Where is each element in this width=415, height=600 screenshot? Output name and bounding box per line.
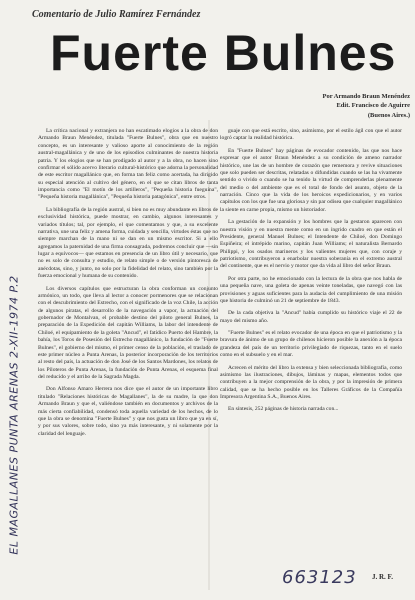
author-signature: J. R. F. <box>372 573 393 581</box>
paragraph: La crítica nacional y extranjera no han escatimado elogios a la obra de don Armando Braun Menéndez, titulada "Fuerte Bulnes", obra que en nuestro concepto, es un interesante y valioso aporte al conocimiento de la región austral-magallánica y de uno de los episodios culminantes de nuestra historia patria. Y los elogios que se han prodigado al autor y a la obra, no hacen sino confirmar el sólido acervo literario cultural-histórico que adorna la personalidad de este escritor magallánico que, en forma tan feliz como acertada, ha dirigido su especial atención al cultivo del género, en el que se citan libros de tanta importancia como "El motín de los artilleros", "Pequeña historia fueguina", "Pequeña historia magallánica", "Pequeña historia patagónica", entre otros. <box>38 128 218 201</box>
paragraph: La gestación de la expansión y los hombres que la gestaron aparecen con nuestra visión y en nuestra mente como en un íngrido cuadro en que están el Presidente, general Manuel Bulnes; el Intendente de Chiloé, don Domingo Espiñeira; el intrépido marino, capitán Juan Williams; el naturalista Bernardo Philippi, y los osados marineros y los valientes mujeres que, con coraje y patriotismo, contribuyeron a enarbolar nuestra soberanía en el extremo austral del continente, que es el nervio y motor que da vida al libro del señor Braun. <box>220 219 402 270</box>
byline-author: Por Armando Braun Menéndez <box>322 93 410 100</box>
byline-publisher: Edit. Francisco de Aguirre <box>336 102 410 110</box>
paragraph: Acrecen el mérito del libro la extensa y bien seleccionada bibliografía, como asimismo las ilustraciones, dibujos, láminas y mapas, elementos todos que contribuyen a la mejor comprensión de la obra, y por la impresión de primera calidad, que se ha hecho posible en los Talleres Gráficos de la Compañía Impresora Argentina S.A., Buenos Aires. <box>220 364 402 400</box>
paragraph: En síntesis, 252 páginas de historia narrada con... <box>228 406 339 413</box>
article-byline <box>250 92 410 120</box>
paragraph: En "Fuerte Bulnes" hay páginas de evocador contenido, las que nos hace expresar que el autor Braun Menéndez a su condición de ameno narrador histórico, une las de un hombre de corazón que rememora y revive situaciones que solo pueden ser descritas, relatadas o difundidas cuando se las ha vivamente sentido o vivido o cuando se ha tenido la virtud de comprenderlas plenamente del medio o del ambiente que es el total de fondo del asunto, objeto de la narración. Cinco que la vida de los heroicos expedicionarios, y en varios capítulos con los que fue una gloriosa y sin par odisea que cualquier magallánico la siente en carne propia, mismo un historiador. <box>220 147 402 213</box>
paragraph: Por otra parte, no he emocionado con la lectura de la obra que nos habla de una pequeña nave, una goleta de apenas veinte toneladas, que navegó con las provisiones y aguas suficientes para la audacia del cumplimiento de una misión que historia de culminó un 21 de septiembre de 1843. <box>220 275 402 304</box>
paragraph: La bibliografía de la región austral, si bien no es muy abundante en libros de exclusividad histórica, puede mostrar, en cambio, algunos interesantes y variados títulos; tal, por ejemplo, el que comentamos y que, a su excelente narrativa, une una feliz y amena forma, cuidada y sencilla, virtudes éstas que no siempre marchan de la mano ni se dan en un mismo escritor. Si a ello agregamos la paternidad de una firma consagrada, podremos concluir que —sin lugar a equívocos— que estamos en presencia de un libro útil y necesario, que no es solo de consulta y estudio, de relato simple o de versión pintoresca de anécdotas, sino, y junto, no solo por la fidelidad del relato, sino también por la fuerza emocional y humana de su contenido. <box>38 206 218 280</box>
margin-stamp <box>4 250 24 580</box>
article-kicker: Comentario de Julio Ramírez Fernández <box>32 9 201 20</box>
byline-place: (Buenos Aires.) <box>367 111 410 119</box>
paragraph: De la cada objetiva la "Ancud" había cumplido su histórico viaje el 22 de mayo del mismo año. <box>220 310 402 324</box>
handwritten-number: 663123 <box>282 567 357 588</box>
article-column-right <box>220 128 402 568</box>
margin-stamp-text: EL MAGALLANES PUNTA ARENAS 2-XII-1974 P.2 <box>7 275 21 555</box>
paragraph: guaje con que está escrito, sino, asimismo, por el estilo ágil con que el autor logró captar la realidad histórica. <box>220 128 402 142</box>
paragraph: Los diversos capítulos que estructuran la obra conforman un conjunto armónico, un todo, que lleva al lector a conocer pormenores que se relacionan con el descubrimiento del Estrecho, con el significado de la voz Chile, la acción de algunos piratas, el desarrollo de la navegación a vapor, la actuación del gobernador de Montalvan, el probable destino del piloto general Bulnes, la preparación de la Expedición del capitán Williams, la labor del intendente de Chiloé, el equipamiento de la goleta "Ancud", el fatídico Puerto del Hambre, la bahía, los Toros de Posesión del Estrecho magallánico, la fundación de "Fuerte Bulnes", el gobierno del mismo, el primer censo de la población, el traslado de este primer núcleo a Punta Arenas, la posterior incorporación de los territorios al resto del país, la actuación de don José de los Santos Mardones, los relatos de los Piloteros de Punta Arenas, la fundación de Punta Arenas, el esquema final del reducido y el arribo de la Sagrada Magda. <box>38 285 218 380</box>
paragraph: Don Alfonso Amaro Herrera nos dice que el autor de un importante libro titulado "Relaciones históricas de Magallanes", la de su madre, la que don Armando Braun y que el, valiéndose también en documentos y archivos de la más cierta confiabilidad, condensó toda aquella variedad de los hechos, de lo que la obra se denomina "Fuerte Bulnes" y que nos gusta un libro que ya en sí, y por sus valores, sobre todo, sino ya más interesante, y ni solamente por la claridad del lenguaje. <box>38 386 218 437</box>
paragraph: "Fuerte Bulnes" es el relato evocador de una época en que el patriotismo y la bravura de ánimo de un grupo de chilenos hicieron posible la anexión a la época grandeza del país de un territorio privilegiado de riquezas, tanto en el suelo como en el subsuelo y en el mar. <box>220 330 402 359</box>
article-title: Fuerte Bulnes <box>50 25 397 81</box>
article-column-left <box>38 128 218 590</box>
